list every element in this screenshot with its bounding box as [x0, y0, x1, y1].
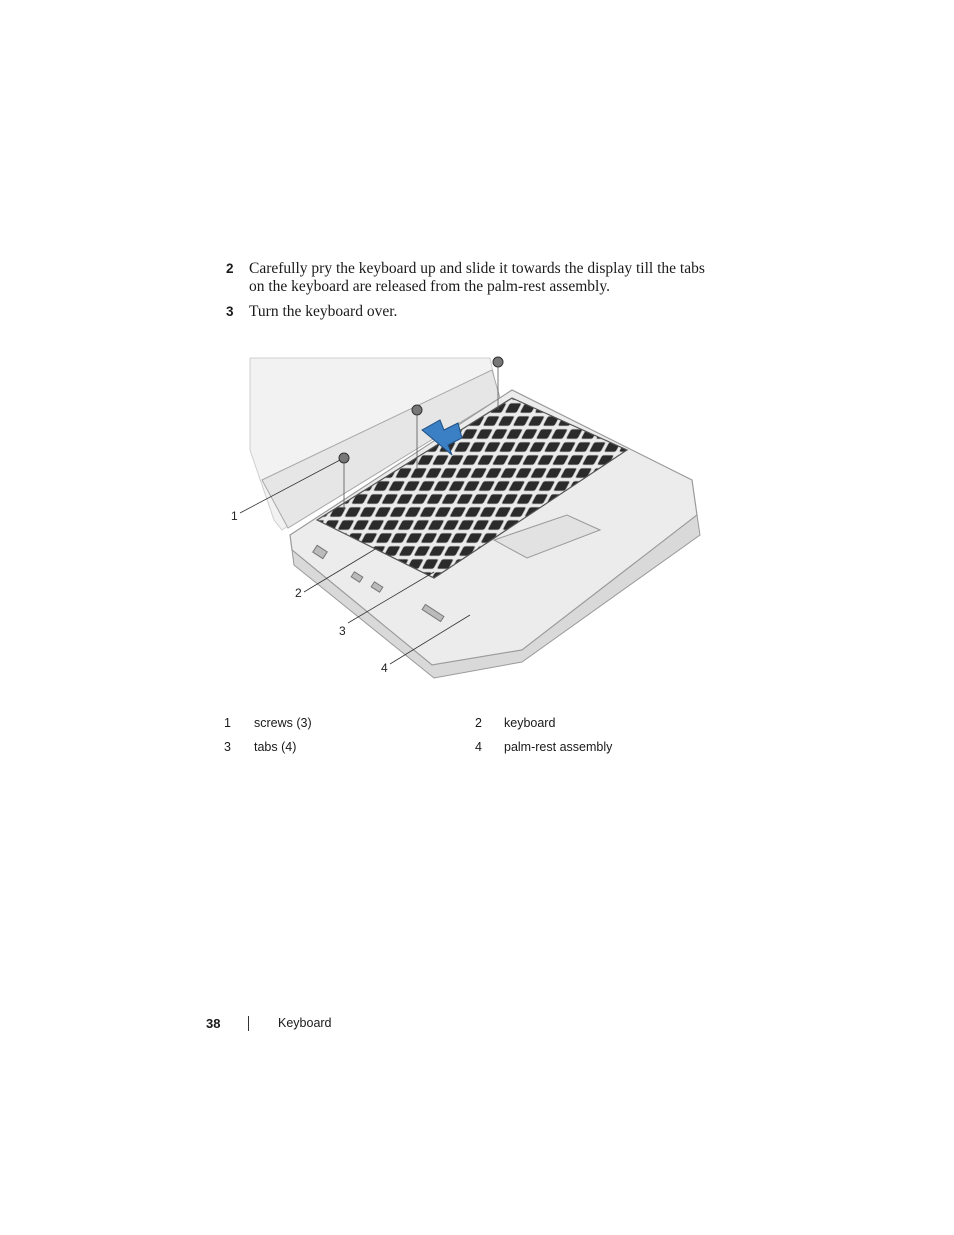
step-text: Carefully pry the keyboard up and slide it towards the display till the tabs on the keyboard are released from the palm-rest assembly.	[249, 260, 705, 295]
section-title: Keyboard	[278, 1016, 332, 1030]
legend-label: keyboard	[504, 716, 556, 730]
legend-label: palm-rest assembly	[504, 740, 613, 754]
footer-divider	[248, 1016, 249, 1031]
page-number: 38	[206, 1016, 221, 1031]
legend-number: 4	[475, 740, 482, 754]
callout-3: 3	[339, 624, 346, 638]
legend-label: screws (3)	[254, 716, 312, 730]
step-text: Turn the keyboard over.	[249, 303, 398, 320]
legend-row	[224, 716, 704, 740]
legend-number: 2	[475, 716, 482, 730]
callout-1: 1	[231, 509, 238, 523]
laptop-keyboard-illustration	[222, 350, 722, 680]
step-number: 3	[226, 304, 234, 319]
figure-legend	[224, 716, 704, 764]
legend-row	[224, 740, 704, 764]
keyboard-removal-illustration	[222, 350, 722, 680]
step-number: 2	[226, 261, 234, 276]
callout-2: 2	[295, 586, 302, 600]
callout-4: 4	[381, 661, 388, 675]
legend-number: 1	[224, 716, 231, 730]
legend-label: tabs (4)	[254, 740, 297, 754]
legend-number: 3	[224, 740, 231, 754]
